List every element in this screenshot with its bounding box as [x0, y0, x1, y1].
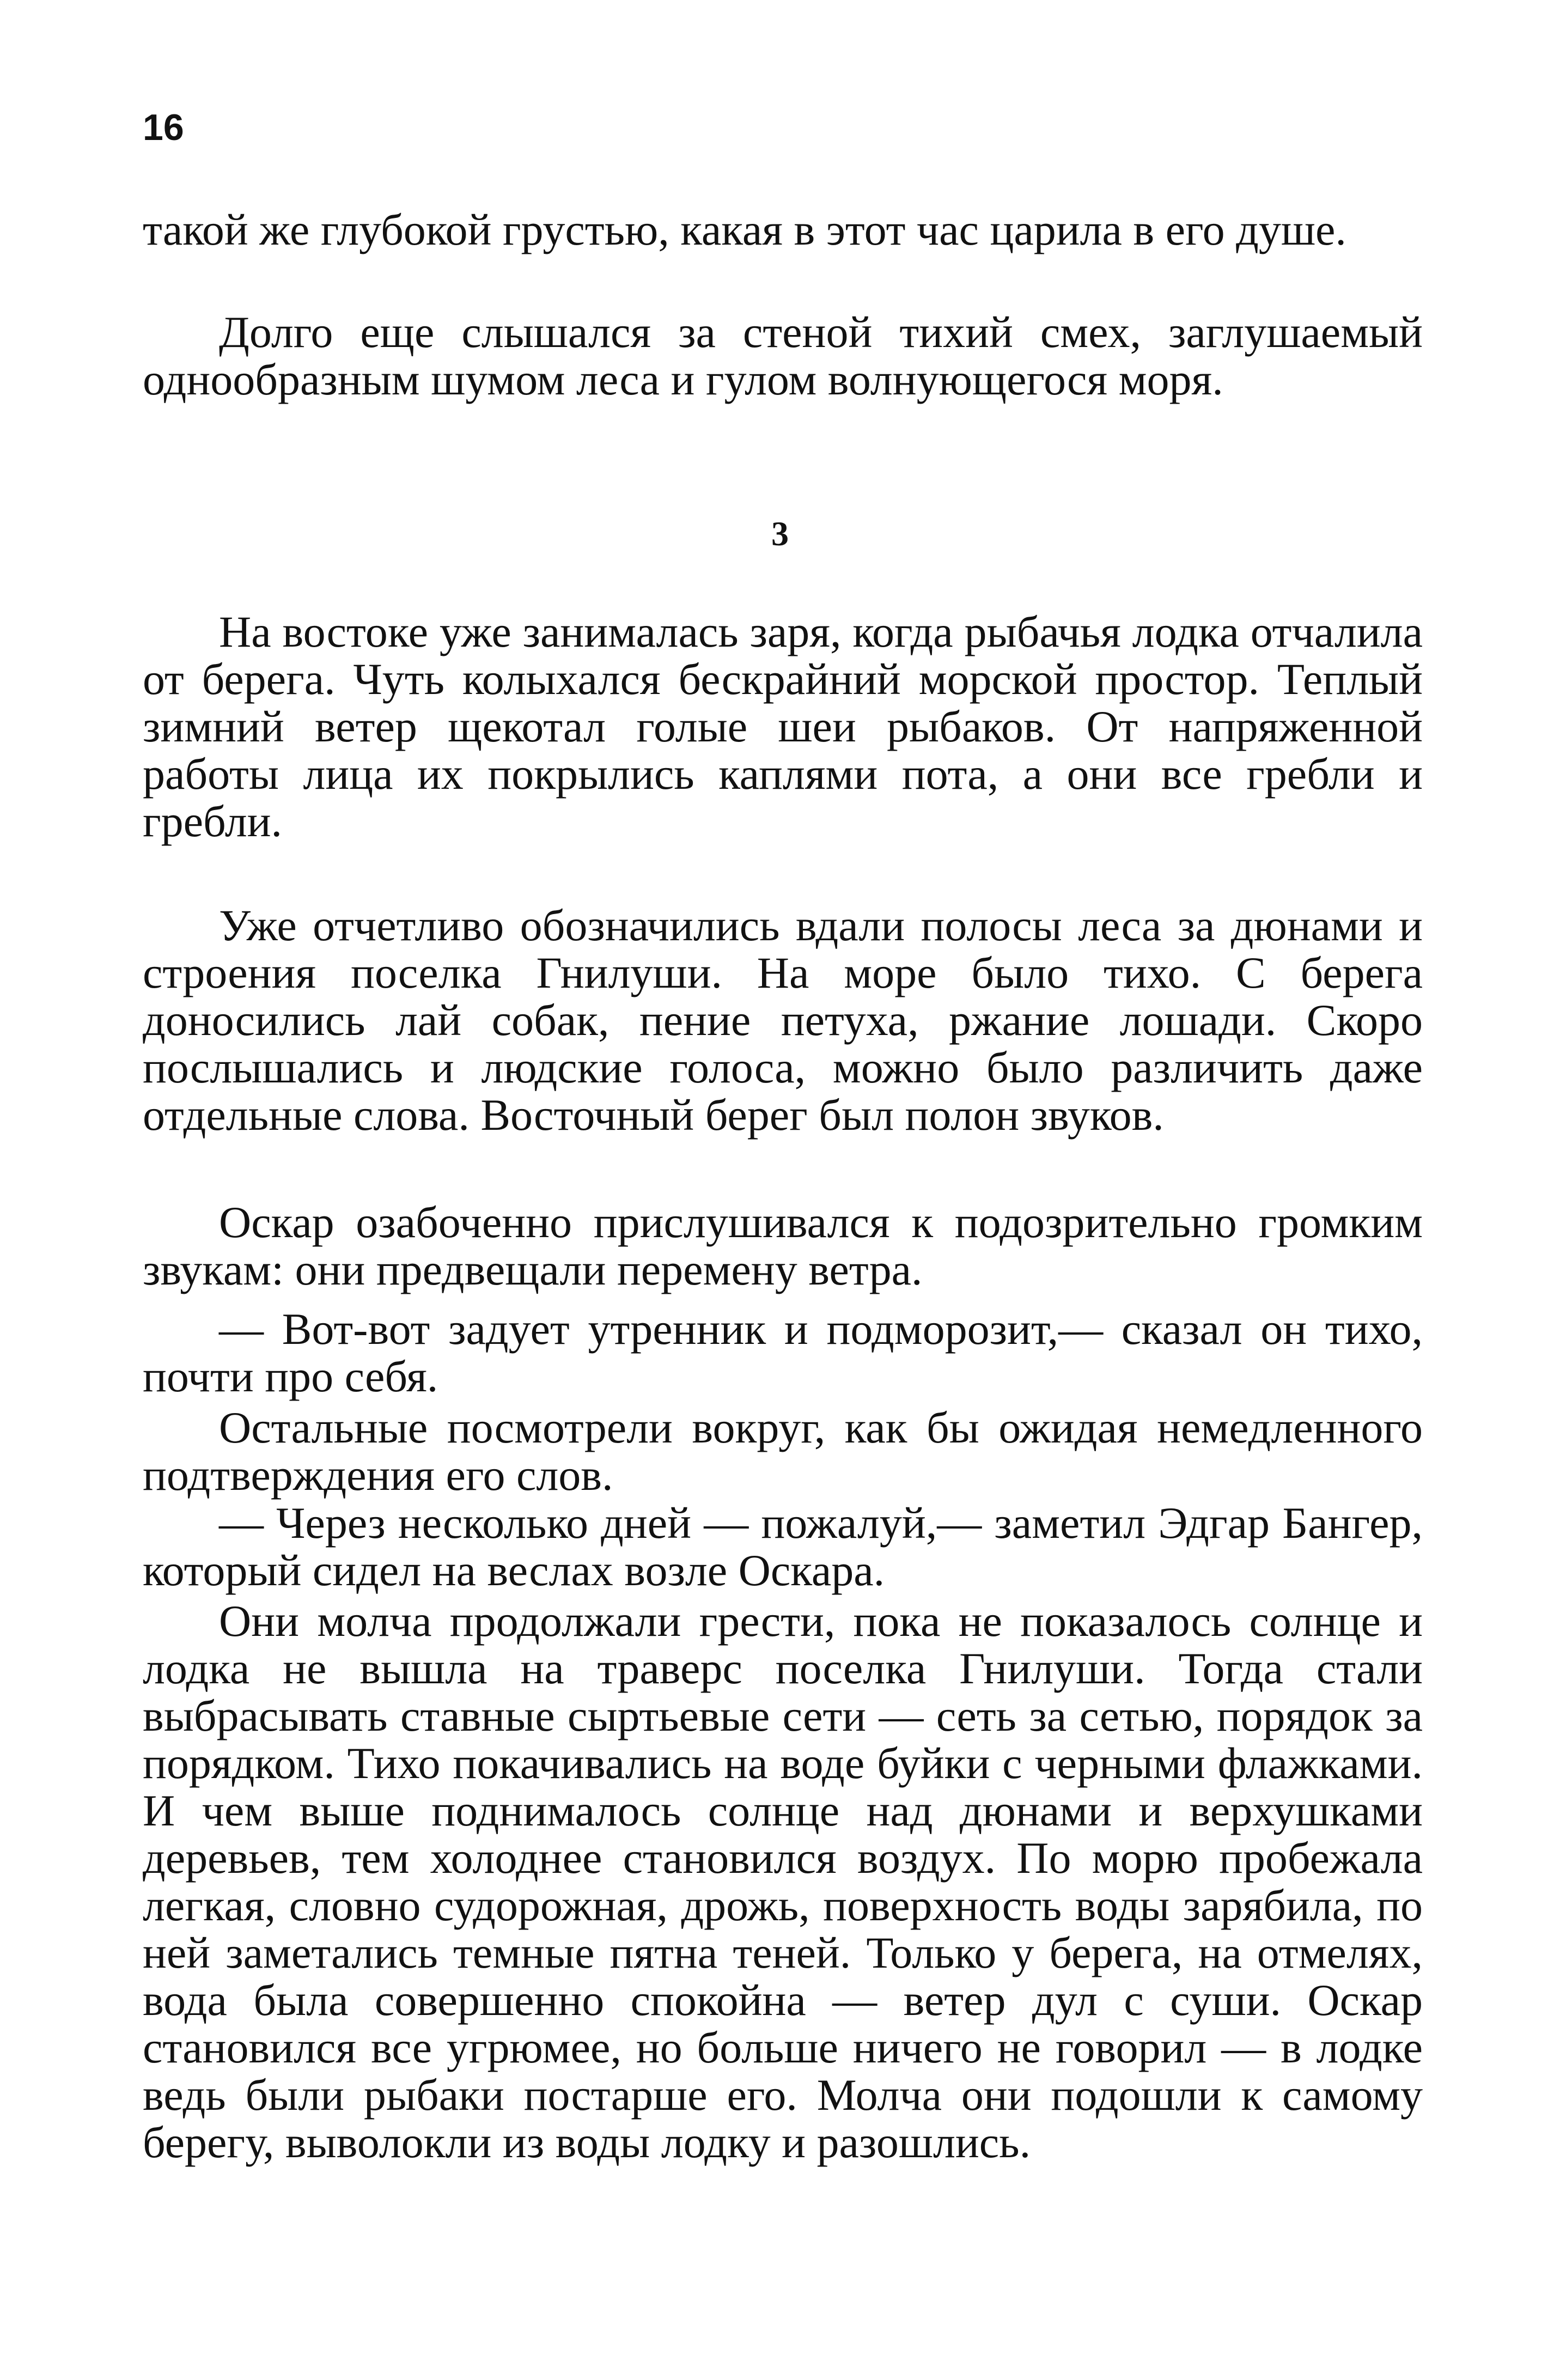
paragraph: Уже отчетливо обозначились вдали полосы леса за дюнами и строения поселка Гнилуши. На море было тихо. С берега доносились лай собак, пение петуха, ржание лошади. Скоро послышались и людские голоса, можно было различить даже отдельные слова. Восточный берег был полон звуков.: [143, 900, 1423, 1140]
chapter-number: 3: [771, 514, 789, 553]
paragraph: Остальные посмотрели вокруг, как бы ожидая немедленного подтверждения его слов.: [143, 1403, 1423, 1500]
paragraph: Они молча продолжали грести, пока не показалось солнце и лодка не вышла на траверс поселка Гнилуши. Тогда стали выбрасывать ставные сыртьевые сети — сеть за сетью, порядок за порядком. Тихо покачивались на воде буйки с черными флажками. И чем выше поднималось солнце над дюнами и верхушками деревьев, тем холоднее становился воздух. По морю пробежала легкая, словно судорожная, дрожь, поверхность воды зарябила, по ней заметались темные пятна теней. Только у берега, на отмелях, вода была совершенно спокойна — ветер дул с суши. Оскар становился все угрюмее, но больше ничего не говорил — в лодке ведь были рыбаки постарше его. Молча они подошли к самому берегу, выволокли из воды лодку и разошлись.: [143, 1596, 1423, 2167]
paragraph: На востоке уже занималась заря, когда рыбачья лодка отчалила от берега. Чуть колыхался бескрайний морской простор. Теплый зимний ветер щекотал голые шеи рыбаков. От напряженной работы лица их покрылись каплями пота, а они все гребли и гребли.: [143, 607, 1423, 846]
paragraph: Оскар озабоченно прислушивался к подозрительно громким звукам: они предвещали перемену ветра.: [143, 1197, 1423, 1294]
paragraph-continuation: такой же глубокой грустью, какая в этот час царила в его душе.: [143, 205, 1346, 254]
paragraph-dialogue: — Вот-вот задует утренник и подморозит,— сказал он тихо, почти про себя.: [143, 1304, 1423, 1401]
paragraph-dialogue: — Через несколько дней — пожалуй,— заметил Эдгар Бангер, который сидел на веслах возле Оскара.: [143, 1498, 1423, 1595]
page-number: 16: [143, 107, 184, 148]
paragraph: Долго еще слышался за стеной тихий смех, заглушаемый однообразным шумом леса и гулом волнующегося моря.: [143, 307, 1423, 404]
